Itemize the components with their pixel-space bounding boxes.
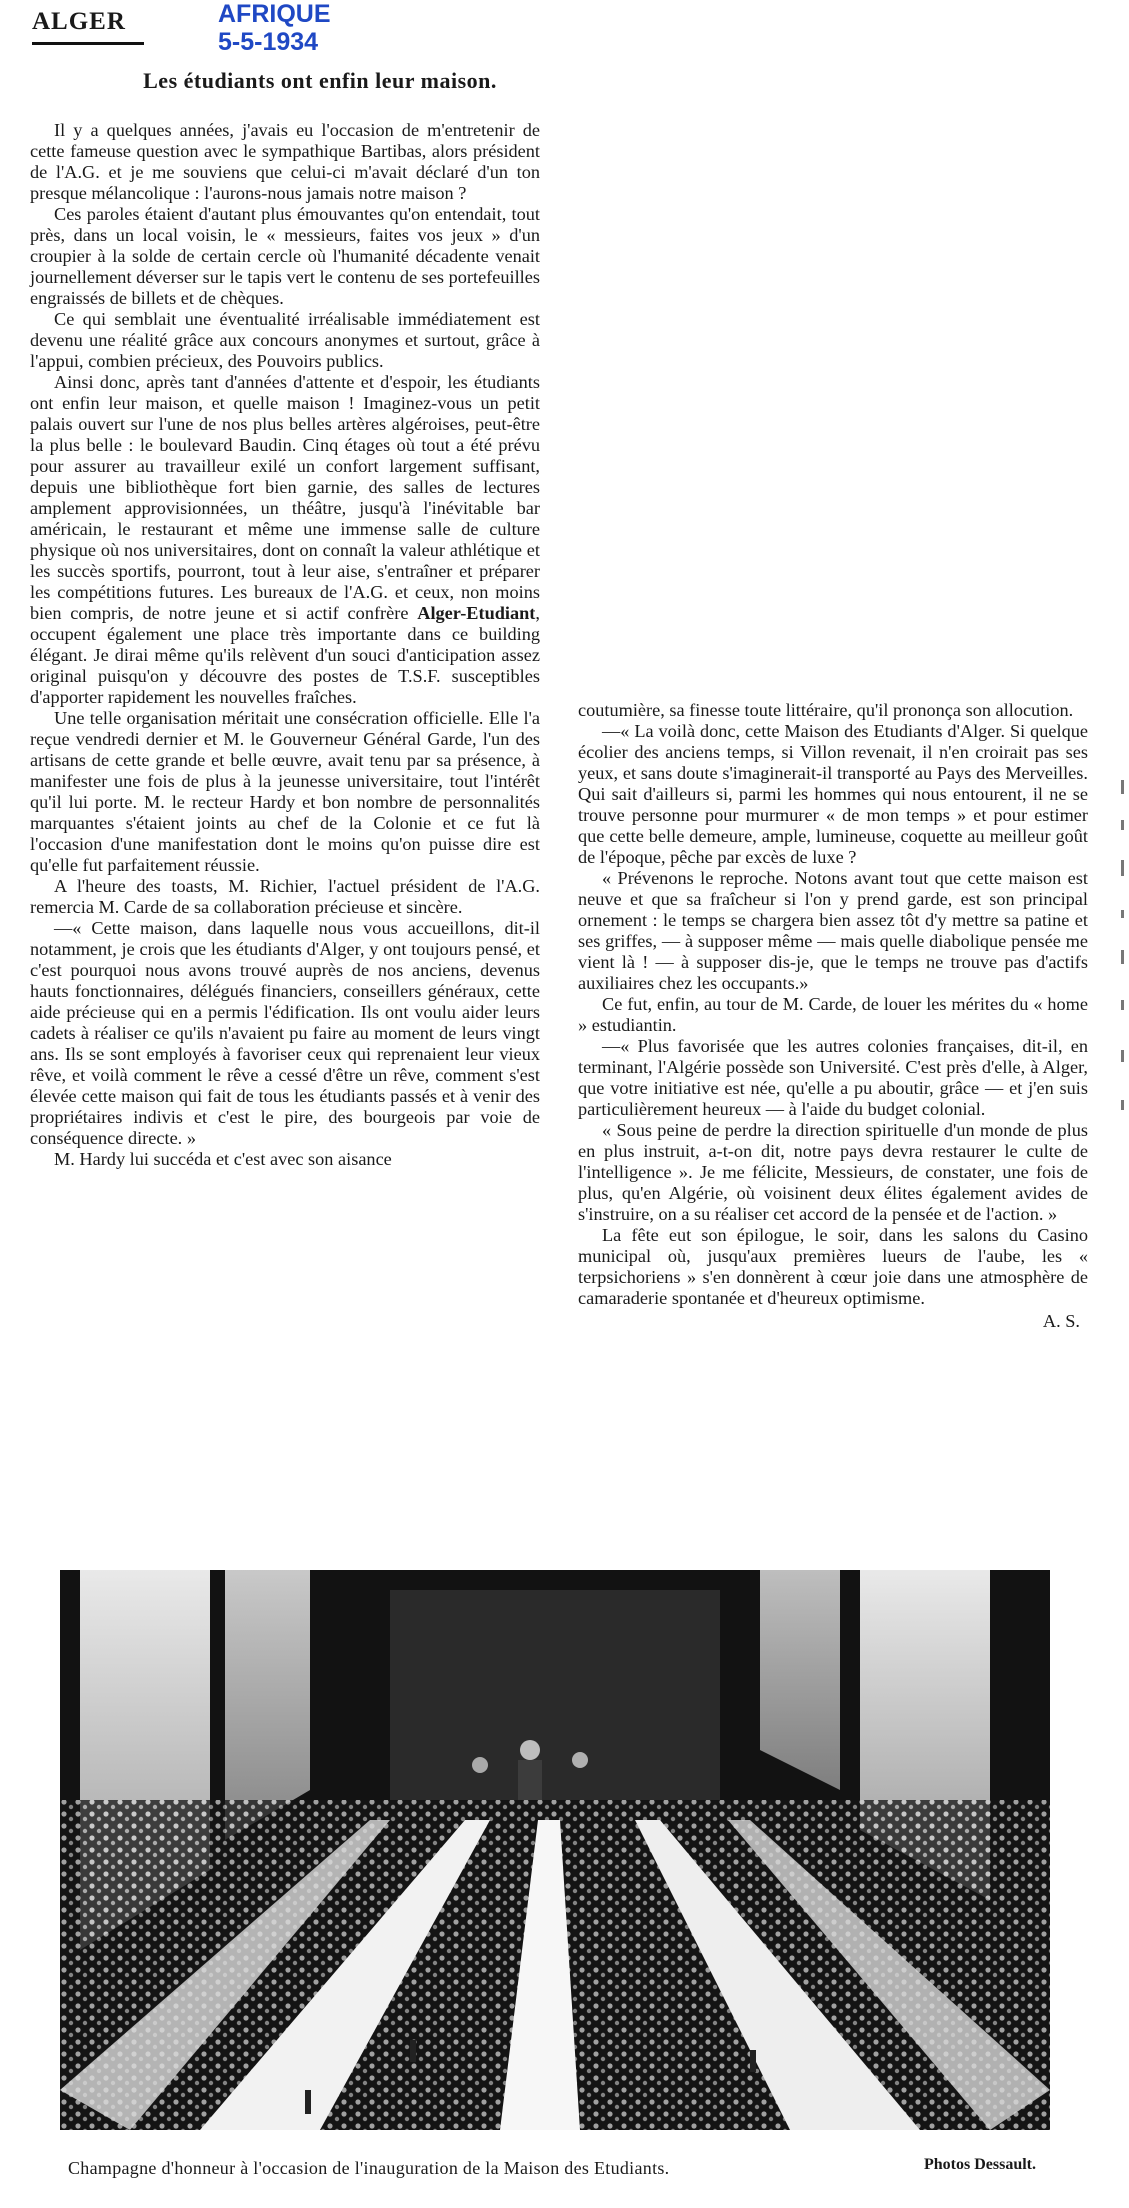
paragraph: Ce fut, enfin, au tour de M. Carde, de louer les mérites du « home » estudiantin.	[578, 994, 1088, 1035]
scan-edge-marks	[1120, 780, 1126, 1140]
paragraph: —« Plus favorisée que les autres colonies françaises, dit-il, en terminant, l'Algérie possède son Université. C'est près d'elle, à Alger, que votre initiative est née, qu'elle a pu aboutir, grâce — et j'en suis particulièrement heureux — à l'aide du budget colonial.	[578, 1036, 1088, 1119]
paragraph-text: , occupent également une place très importante dans ce building élégant. Je dirai même qu'ils relèvent d'un souci d'anticipation assez original puisqu'on y découvre des postes de T.S.F. susceptibles d'apporter rapidement les nouvelles fraîches.	[30, 603, 540, 707]
article-column-left	[30, 120, 540, 1170]
paragraph: —« La voilà donc, cette Maison des Etudiants d'Alger. Si quelque écolier des anciens temps, si Villon revenait, il n'en croirait pas ses yeux, et sans doute s'imaginerait-il transporté au Pays des Merveilles. Qui sait d'ailleurs si, parmi les hommes qui nous entourent, il ne se trouve personne pour murmurer « de mon temps » et pour estimer que cette belle demeure, ample, lumineuse, coquette au meilleur goût de l'époque, pêche par excès de luxe ?	[578, 721, 1088, 867]
paragraph: « Sous peine de perdre la direction spirituelle d'un monde de plus en plus instruit, a-t-on dit, notre pays devra restaurer le culte de l'intelligence ». Je me félicite, Messieurs, de constater, une fois de plus, qu'en Algérie, où voisinent deux élites également avides de s'instruire, on a su réaliser cet accord de la pensée et de l'action. »	[578, 1120, 1088, 1224]
headline: Les étudiants ont enfin leur maison.	[143, 68, 497, 93]
photo-credit: Photos Dessault.	[924, 2156, 1037, 2173]
paragraph: A l'heure des toasts, M. Richier, l'actuel président de l'A.G. remercia M. Carde de sa collaboration précieuse et sincère.	[30, 876, 540, 917]
paragraph: M. Hardy lui succéda et c'est avec son aisance	[54, 1149, 392, 1169]
dateline-rule	[32, 42, 144, 45]
paragraph: Il y a quelques années, j'avais eu l'occasion de m'entretenir de cette fameuse question avec le sympathique Bartibas, alors président de l'A.G. et je me souviens que celui-ci m'avait déclaré d'un ton presque mélancolique : l'aurons-nous jamais notre maison ?	[30, 120, 540, 203]
photo-caption: Champagne d'honneur à l'occasion de l'inauguration de la Maison des Etudiants.	[68, 2158, 670, 2178]
banquet-photo	[60, 1570, 1050, 2130]
paragraph: « Prévenons le reproche. Notons avant tout que cette maison est neuve et que sa fraîcheur si l'on y prend garde, est son principal ornement : le temps se chargera bien assez tôt d'y mettre sa patine et ses griffes, — à supposer même — mais quelle diabolique pensée me vient là ! — à supposer dis-je, que le temps ne trouve pas d'actifs auxiliaires chez les occupants.»	[578, 868, 1088, 993]
paragraph: Une telle organisation méritait une consécration officielle. Elle l'a reçue vendredi dernier et M. le Gouverneur Général Garde, l'un des artisans de cette grande et belle œuvre, avait tenu par sa présence, à manifester une fois de plus à la jeunesse universitaire, tout l'intérêt qu'il lui porte. M. le recteur Hardy et bon nombre de personnalités marquantes s'étaient joints au chef de la Colonie et ce fut là l'occasion d'une manifestation dont le moins qu'on puisse dire est qu'elle fut parfaitement réussie.	[30, 708, 540, 875]
place-dateline: ALGER	[32, 8, 126, 35]
paragraph: Ce qui semblait une éventualité irréalisable immédiatement est devenu une réalité grâce aux concours anonymes et surtout, grâce à l'appui, combien précieux, des Pouvoirs publics.	[30, 309, 540, 371]
author-signature: A. S.	[1042, 1311, 1080, 1331]
article-column-right	[578, 700, 1088, 1332]
source-date: 5-5-1934	[218, 28, 319, 56]
publication-name: Alger-Etudiant	[417, 603, 536, 623]
source-name: AFRIQUE	[218, 0, 331, 28]
paragraph: Ces paroles étaient d'autant plus émouvantes qu'on entendait, tout près, dans un local voisin, le « messieurs, faites vos jeux » d'un croupier à la solde de certain cercle où l'humanité décadente venait journellement déverser sur le tapis vert le contenu de ses portefeuilles engraissés de billets et de chèques.	[30, 204, 540, 308]
banquet-photo-image	[60, 1570, 1050, 2130]
paragraph: —« Cette maison, dans laquelle nous vous accueillons, dit-il notamment, je crois que les étudiants d'Alger, y ont toujours pensé, et c'est pourquoi nous avons trouvé auprès de nos anciens, devenus hauts fonctionnaires, délégués financiers, conseillers généraux, cette aide précieuse qui en a permis l'édification. Ils ont voulu aider leurs cadets à réaliser ce qu'ils n'avaient pu faire au moment de leurs vingt ans. Ils se sont employés à favoriser ceux qui reprenaient leur vieux rêve, et voilà comment le rêve a cessé d'être un rêve, comment s'est élevée cette maison qui fait de tous les étudiants passés et à venir des propriétaires indivis et c'est le pire, des bourgeois par voie de conséquence directe. »	[30, 918, 540, 1148]
paragraph	[30, 372, 540, 708]
source-stamp	[218, 0, 331, 56]
paragraph: coutumière, sa finesse toute littéraire, qu'il prononça son allocution.	[578, 700, 1074, 720]
paragraph-text: Ainsi donc, après tant d'années d'attente et d'espoir, les étudiants ont enfin leur maison, et quelle maison ! Imaginez-vous un petit palais ouvert sur l'une de nos plus belles artères algéroises, peut-être la plus belle : le boulevard Baudin. Cinq étages où tout a été prévu pour assurer au travailleur exilé un confort largement suffisant, depuis une bibliothèque fort bien garnie, des salles de lectures amplement approvisionnées, un théâtre, jusqu'à l'inévitable bar américain, le restaurant et même une immense salle de culture physique où nos universitaires, dont on connaît la valeur athlétique et les succès sportifs, pourront, tout à leur aise, s'entraîner et préparer les compétitions futures. Les bureaux de l'A.G. et ceux, non moins bien compris, de notre jeune et si actif confrère	[30, 372, 540, 623]
paragraph: La fête eut son épilogue, le soir, dans les salons du Casino municipal où, jusqu'aux premières lueurs de l'aube, les « terpsichoriens » s'en donnèrent à cœur joie dans une atmosphère de camaraderie spontanée et d'heureux optimisme.	[578, 1225, 1088, 1308]
